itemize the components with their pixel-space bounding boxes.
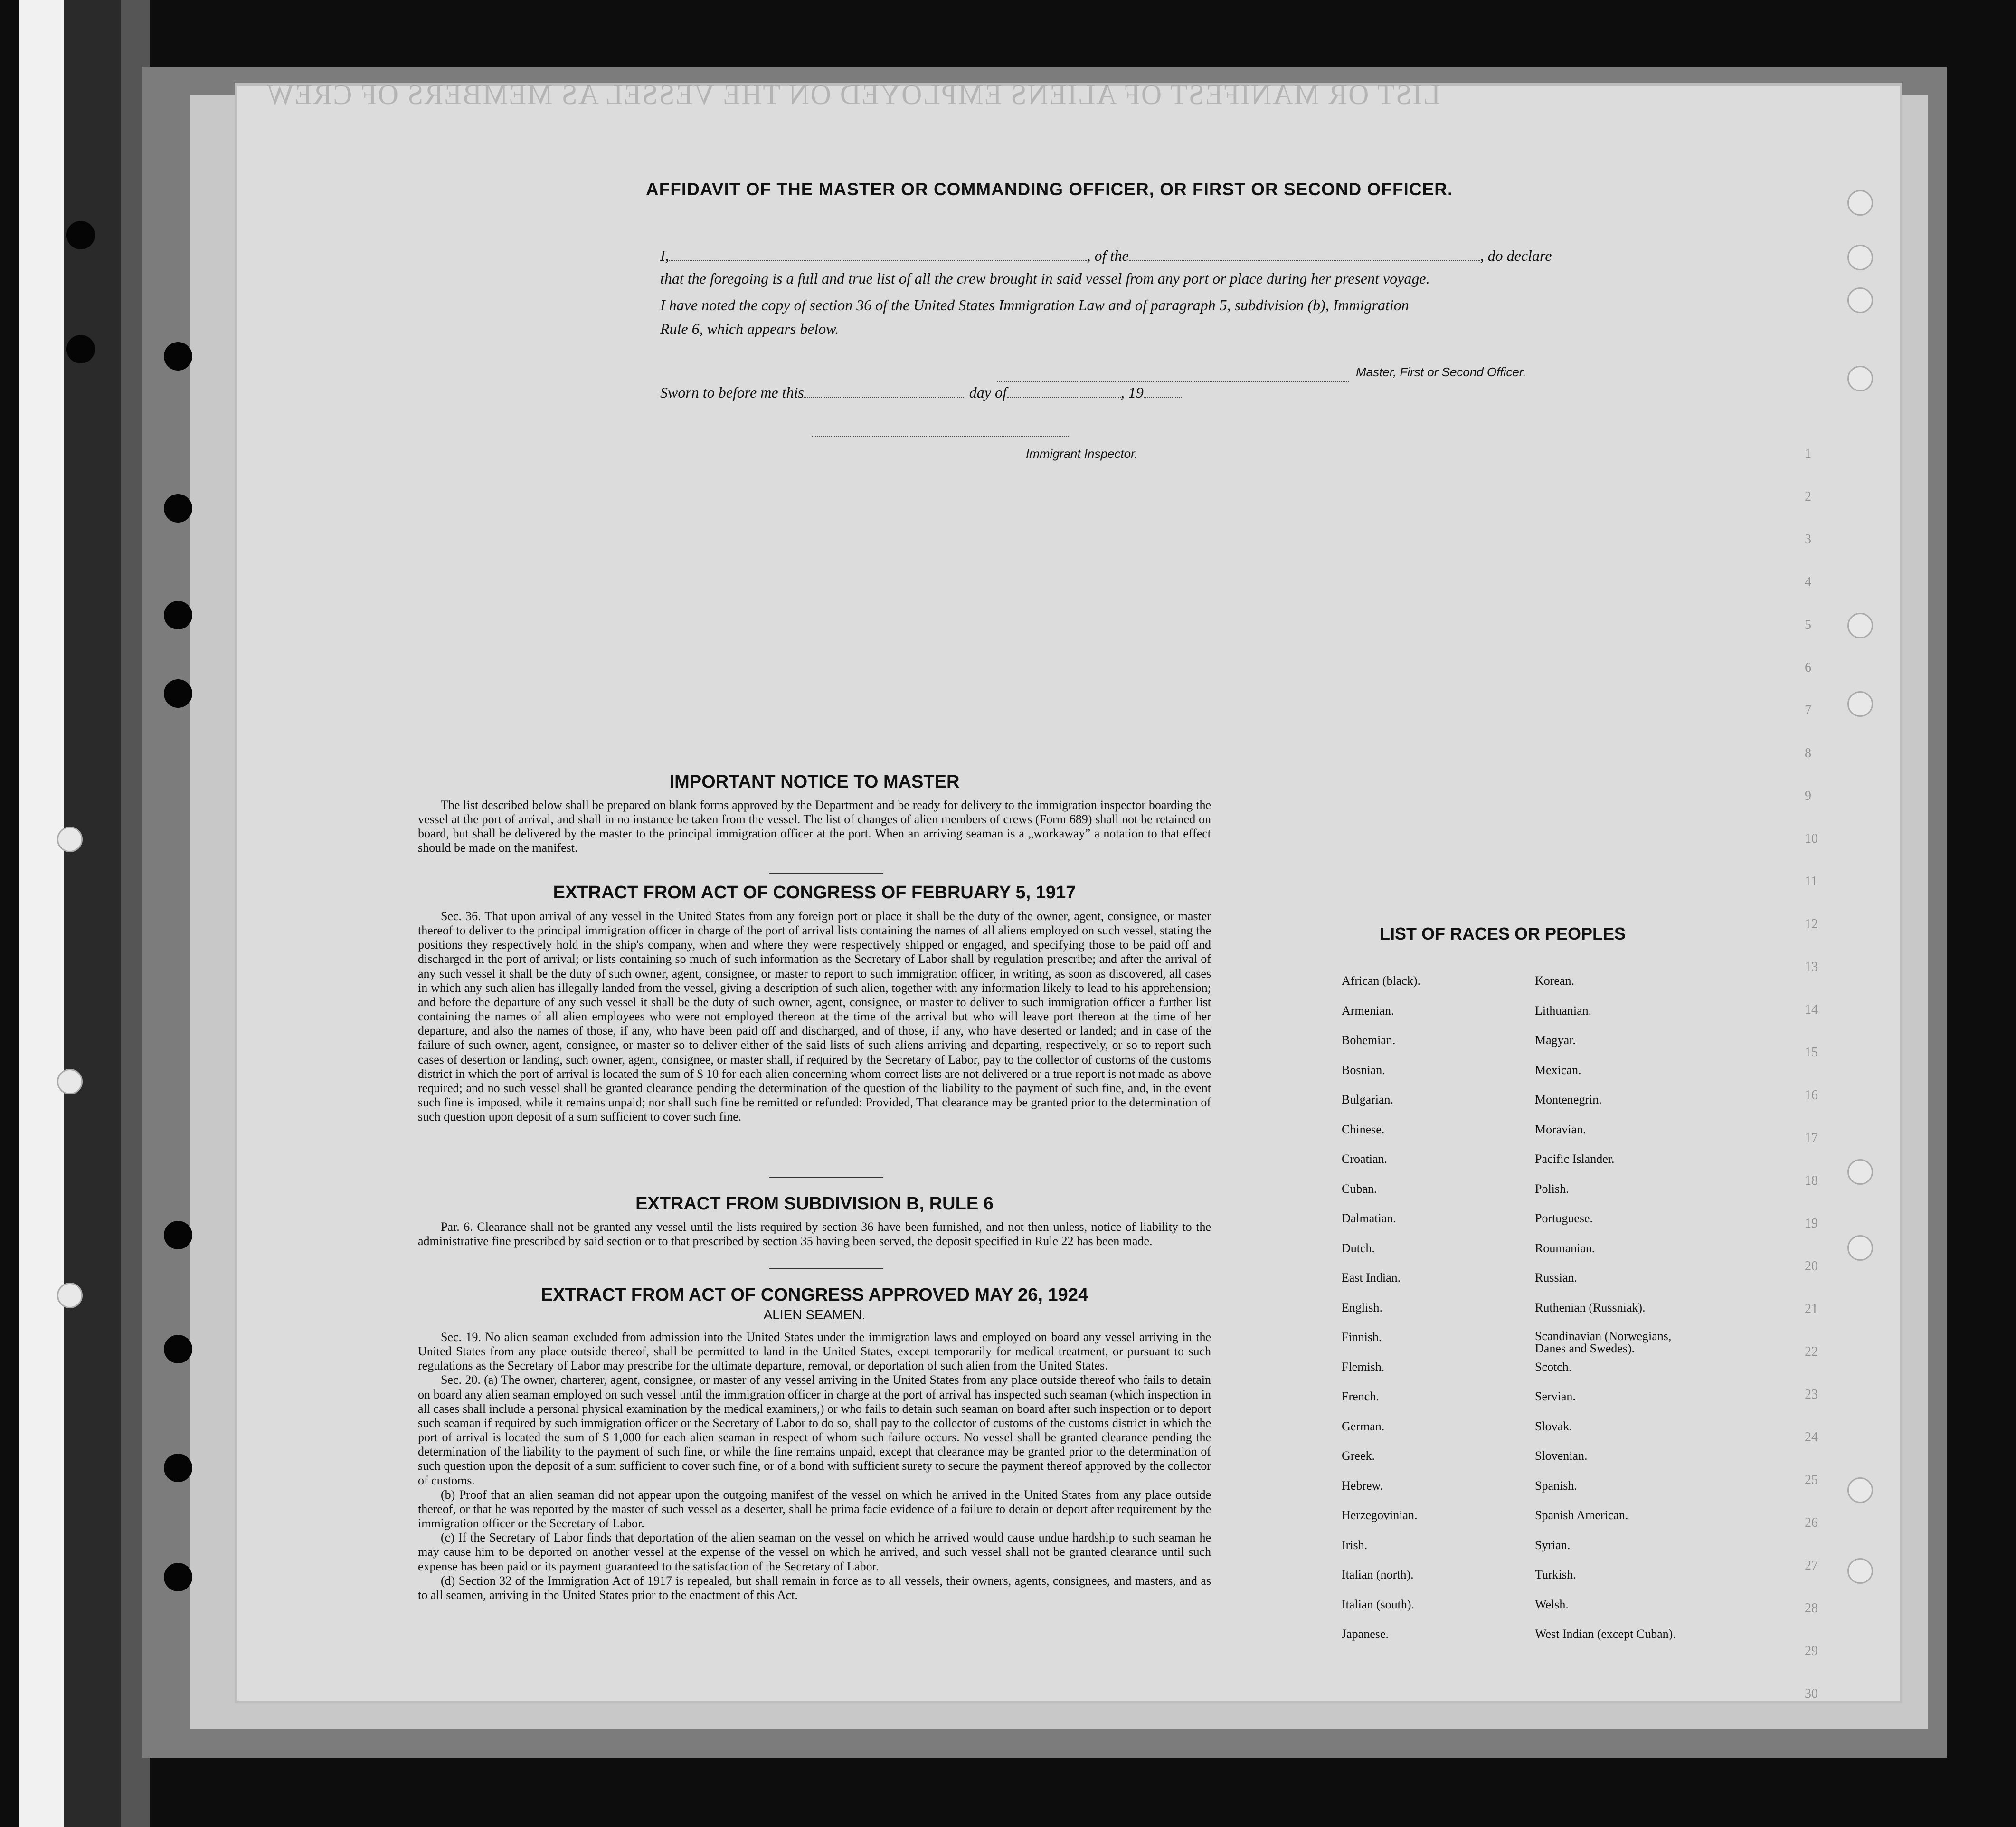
manifest-row-number: 25	[1805, 1473, 1818, 1487]
race-item: Finnish.	[1342, 1330, 1382, 1344]
races-title: LIST OF RACES OR PEOPLES	[1380, 924, 1626, 943]
race-item: Flemish.	[1342, 1360, 1385, 1374]
manifest-row-number: 24	[1805, 1430, 1818, 1445]
punch-hole	[1847, 287, 1873, 313]
binder-edge-light	[19, 0, 64, 1827]
manifest-row-number: 29	[1805, 1644, 1818, 1658]
binder-hole	[57, 1069, 83, 1094]
race-item: Servian.	[1535, 1389, 1576, 1403]
manifest-row-number: 1	[1805, 447, 1811, 461]
binder-hole	[57, 827, 83, 852]
punch-hole	[66, 335, 95, 363]
manifest-row-number: 11	[1805, 874, 1817, 889]
sworn-day-of: day of	[969, 384, 1007, 401]
race-item: Slovak.	[1535, 1419, 1572, 1433]
sworn-day-field	[804, 397, 965, 398]
race-item: French.	[1342, 1389, 1379, 1403]
race-item: Pacific Islander.	[1535, 1152, 1615, 1166]
manifest-row-number: 26	[1805, 1515, 1818, 1530]
affidavit-declare: , do declare	[1480, 247, 1552, 264]
race-item: Bohemian.	[1342, 1033, 1396, 1047]
race-item: Turkish.	[1535, 1568, 1576, 1581]
race-item: Korean.	[1535, 974, 1575, 988]
race-item: Ruthenian (Russniak).	[1535, 1300, 1646, 1314]
vessel-name-field	[1129, 260, 1480, 261]
sworn-year-field	[1144, 397, 1182, 398]
manifest-row-number: 21	[1805, 1302, 1818, 1316]
manifest-row-number: 14	[1805, 1002, 1818, 1017]
punch-hole	[1847, 613, 1873, 638]
race-item: Welsh.	[1535, 1597, 1569, 1611]
manifest-row-number: 28	[1805, 1601, 1818, 1616]
race-item: Chinese.	[1342, 1122, 1385, 1136]
race-item: Bosnian.	[1342, 1063, 1385, 1077]
race-item: Japanese.	[1342, 1627, 1389, 1641]
inspector-caption: Immigrant Inspector.	[1026, 447, 1138, 461]
inspector-signature-line	[812, 436, 1069, 437]
extract-1917-body	[418, 909, 1211, 1124]
section-20d-text: (d) Section 32 of the Immigration Act of 1917 is repealed, but shall remain in force as to all vessels, their owners, agents, consignees, and masters, and as to all seamen, arriving in the United States prior to the enactment of this Act.	[418, 1573, 1211, 1602]
race-item: Armenian.	[1342, 1003, 1394, 1018]
race-item: English.	[1342, 1300, 1382, 1314]
section-20b-text: (b) Proof that an alien seaman did not appear upon the outgoing manifest of the vessel on which he arrived in the United States from any place outside thereof, or that he was reported by the master of such vessel as a deserter, shall be prima facie evidence of a failure to detain or deport after requirement by the immigration officer or the Secretary of Labor.	[418, 1487, 1211, 1531]
manifest-row-number: 6	[1805, 660, 1811, 675]
punch-hole	[1847, 1477, 1873, 1503]
punch-hole	[1847, 691, 1873, 717]
race-item: Dalmatian.	[1342, 1211, 1396, 1225]
punch-hole	[164, 601, 192, 629]
manifest-row-number: 13	[1805, 960, 1818, 974]
manifest-row-number: 18	[1805, 1173, 1818, 1188]
paragraph-6-text: Par. 6. Clearance shall not be granted any vessel until the lists required by section 36 have been furnished, and not then unless, notice of liability to the administrative fine prescribed by said section or to that prescribed by section 35 having been served, the deposit specified in Rule 22 has been made.	[418, 1220, 1211, 1248]
bleed-through-title: LIST OR MANIFEST OF ALIENS EMPLOYED ON THE VESSEL AS MEMBERS OF CREW	[266, 79, 1440, 110]
race-item: Russian.	[1535, 1271, 1577, 1285]
manifest-row-number: 9	[1805, 789, 1811, 803]
binder-edge-dark	[64, 0, 121, 1827]
race-item: Roumanian.	[1535, 1241, 1595, 1255]
race-item: Portuguese.	[1535, 1211, 1593, 1225]
race-item: Cuban.	[1342, 1181, 1377, 1196]
manifest-row-number: 3	[1805, 532, 1811, 547]
race-item: Croatian.	[1342, 1152, 1388, 1166]
sworn-label: Sworn to before me this	[660, 384, 804, 401]
race-item: Italian (south).	[1342, 1597, 1415, 1611]
affidavit-i: I,	[660, 247, 669, 264]
race-item: East Indian.	[1342, 1271, 1401, 1285]
punch-hole	[164, 1335, 192, 1363]
section-20c-text: (c) If the Secretary of Labor finds that deportation of the alien seaman on the vessel on which he arrived would cause undue hardship to such seaman he may cause him to be deported on another vessel at the expense of the vessel on which he arrived, and such vessel shall not be granted clearance until such expense has been paid or its payment guaranteed to the satisfaction of the Secretary of Labor.	[418, 1531, 1211, 1573]
race-item: Italian (north).	[1342, 1568, 1414, 1581]
section-20a-text: Sec. 20. (a) The owner, charterer, agent, consignee, or master of any vessel arriving in the United States from any place outside thereof who fails to detain on board any alien seaman employed on such vessel until the immigration officer in charge at the port of arrival has inspected such seaman (which inspection in all cases shall include a personal physical examination by the medical examiners,) or who fails to detain such seaman on board after such inspection or to deport such seaman if required by such immigration officer or the Secretary of Labor to do so, shall pay to the collector of customs of the customs district in which the port of arrival is located the sum of $ 1,000 for each alien seaman in respect of whom such failure occurs. No vessel shall be granted clearance pending the determination of the liability to the payment of such fine, or while the fine remains unpaid, except that clearance may be granted prior to the determination of such question upon the deposit of a sum sufficient to cover such fine, or of a bond with sufficient surety to secure the payment thereof approved by the collector of customs.	[418, 1373, 1211, 1487]
race-item: Moravian.	[1535, 1122, 1586, 1136]
race-item: Herzegovinian.	[1342, 1508, 1418, 1522]
punch-hole	[164, 342, 192, 371]
sworn-month-field	[1007, 397, 1121, 398]
race-item: Magyar.	[1535, 1033, 1576, 1047]
race-item: Dutch.	[1342, 1241, 1375, 1255]
race-item: Montenegrin.	[1535, 1093, 1602, 1106]
manifest-row-number: 23	[1805, 1387, 1818, 1402]
punch-hole	[164, 494, 192, 523]
manifest-row-number: 15	[1805, 1045, 1818, 1060]
race-item: Spanish American.	[1535, 1508, 1628, 1522]
punch-hole	[66, 221, 95, 249]
affidavit-of-the: , of the	[1087, 247, 1129, 264]
manifest-row-number: 12	[1805, 917, 1818, 932]
race-item: Lithuanian.	[1535, 1003, 1592, 1018]
punch-hole	[1847, 1235, 1873, 1261]
punch-hole	[1847, 1159, 1873, 1185]
manifest-row-number: 19	[1805, 1216, 1818, 1231]
punch-hole	[164, 1454, 192, 1482]
extract-1924-title: EXTRACT FROM ACT OF CONGRESS APPROVED MAY 26, 1924	[540, 1285, 1088, 1305]
extract-1917-title: EXTRACT FROM ACT OF CONGRESS OF FEBRUARY 5, 1917	[553, 883, 1076, 903]
divider	[769, 873, 883, 874]
race-item: Bulgarian.	[1342, 1093, 1394, 1106]
punch-hole	[1847, 1558, 1873, 1584]
punch-hole	[1847, 245, 1873, 270]
divider	[769, 1268, 883, 1269]
affidavit-line-1	[660, 247, 1552, 265]
race-item: West Indian (except Cuban).	[1535, 1627, 1676, 1641]
divider	[769, 1177, 883, 1178]
race-item: African (black).	[1342, 974, 1421, 988]
sworn-line	[660, 384, 1182, 401]
punch-hole	[164, 679, 192, 708]
master-caption: Master, First or Second Officer.	[1356, 365, 1526, 379]
punch-hole	[164, 1221, 192, 1249]
affidavit-title: AFFIDAVIT OF THE MASTER OR COMMANDING OFFICER, OR FIRST OR SECOND OFFICER.	[646, 180, 1453, 199]
notice-body	[418, 798, 1211, 856]
race-item: Syrian.	[1535, 1538, 1571, 1552]
manifest-row-number: 30	[1805, 1686, 1818, 1701]
race-item: Scotch.	[1535, 1360, 1572, 1374]
section-19-text: Sec. 19. No alien seaman excluded from admission into the United States under the immigration laws and employed on board any vessel arriving in the United States from any place outside thereof, shall be permitted to land in the United States, except temporarily for medical treatment, or pursuant to such regulations as the Secretary of Labor may prescribe for the ultimate departure, removal, or deportation of such alien from the United States.	[418, 1330, 1211, 1373]
race-item: Irish.	[1342, 1538, 1368, 1552]
manifest-row-number: 27	[1805, 1558, 1818, 1573]
manifest-row-number: 22	[1805, 1344, 1818, 1359]
race-item: German.	[1342, 1419, 1385, 1433]
race-item: Greek.	[1342, 1449, 1375, 1463]
race-item: Hebrew.	[1342, 1478, 1383, 1493]
subdivision-b-body	[418, 1220, 1211, 1248]
manifest-row-number: 2	[1805, 489, 1811, 504]
section-36-text: Sec. 36. That upon arrival of any vessel in the United States from any foreign port or place it shall be the duty of the owner, agent, consignee, or master thereof to deliver to the principal immigration officer in charge of the port of arrival lists containing the names of all aliens employed on such vessel, stating the positions they respectively hold in the ship's company, when and where they were respectively shipped or engaged, and specifying those to be paid off and discharged in the port of arrival; or lists containing so much of such information as the Secretary of Labor shall by regulation prescribe; and after the arrival of any such vessel it shall be the duty of such owner, agent, consignee, or master to report to such immigration officer, in writing, as soon as discovered, all cases in which any such alien has illegally landed from the vessel, giving a description of such alien, together with any information likely to lead to his apprehension; and before the departure of any such vessel it shall be the duty of such owner, agent, consignee, or master to deliver to such immigration officer a further list containing the names of all alien employees who were not employed thereon at the time of the arrival but who will leave port thereon at the time of her departure, and also the names of those, if any, who have been paid off and discharged, and of those, if any, who have deserted or landed; and in case of the failure of such owner, agent, consignee, or master so to deliver either of the said lists of such aliens arriving and departing, respectively, or so to report such cases of desertion or landing, such owner, agent, consignee, or master shall, if required by the Secretary of Labor, pay to the collector of customs of the customs district in which the port of arrival is located the sum of $ 10 for each alien concerning whom correct lists are not delivered or a true report is not made as above required; and no such vessel shall be granted clearance pending the determination of the question of the liability to the payment of such fine, and, in the event such fine is imposed, while it remains unpaid; nor shall such fine be remitted or refunded: Provided, That clearance may be granted prior to the determination of such question upon deposit of a sum sufficient to cover such fine.	[418, 909, 1211, 1124]
manifest-row-number: 20	[1805, 1259, 1818, 1274]
manifest-row-number: 5	[1805, 618, 1811, 632]
notice-text: The list described below shall be prepared on blank forms approved by the Department and be ready for delivery to the immigration inspector boarding the vessel at the port of arrival, and shall in no instance be taken from the vessel. The list of changes of alien members of crews (Form 689) shall not be retained on board, but shall be delivered by the master to the principal immigration officer at the port. When an arriving seaman is a „workaway” a notation to that effect should be made on the manifest.	[418, 798, 1211, 855]
punch-hole	[1847, 366, 1873, 391]
race-item: Polish.	[1535, 1181, 1569, 1196]
manifest-row-number: 7	[1805, 703, 1811, 718]
binder-hole	[57, 1283, 83, 1308]
notice-title: IMPORTANT NOTICE TO MASTER	[669, 772, 960, 792]
master-name-field	[669, 260, 1087, 261]
manifest-row-number: 16	[1805, 1088, 1818, 1103]
subdivision-b-title: EXTRACT FROM SUBDIVISION B, RULE 6	[635, 1194, 994, 1214]
race-item: Spanish.	[1535, 1478, 1577, 1493]
affidavit-line-4: Rule 6, which appears below.	[660, 320, 839, 337]
master-signature-line	[997, 381, 1349, 382]
manifest-row-number: 4	[1805, 575, 1811, 590]
affidavit-line-2: that the foregoing is a full and true list of all the crew brought in said vessel from any port or place during her present voyage.	[660, 270, 1430, 287]
manifest-row-number: 8	[1805, 746, 1811, 761]
race-item: Mexican.	[1535, 1063, 1581, 1077]
alien-seamen-subtitle: ALIEN SEAMEN.	[763, 1307, 866, 1322]
manifest-row-number: 17	[1805, 1131, 1818, 1145]
race-item: Scandinavian (Norwegians, Danes and Swedes).	[1535, 1329, 1672, 1355]
race-item: Slovenian.	[1535, 1449, 1588, 1463]
affidavit-line-3: I have noted the copy of section 36 of the United States Immigration Law and of paragraph 5, subdivision (b), Immigration	[660, 296, 1409, 314]
sworn-year: , 19	[1120, 384, 1144, 401]
punch-hole	[1847, 190, 1873, 216]
punch-hole	[164, 1563, 192, 1591]
extract-1924-body	[418, 1330, 1211, 1602]
manifest-row-number: 10	[1805, 831, 1818, 846]
